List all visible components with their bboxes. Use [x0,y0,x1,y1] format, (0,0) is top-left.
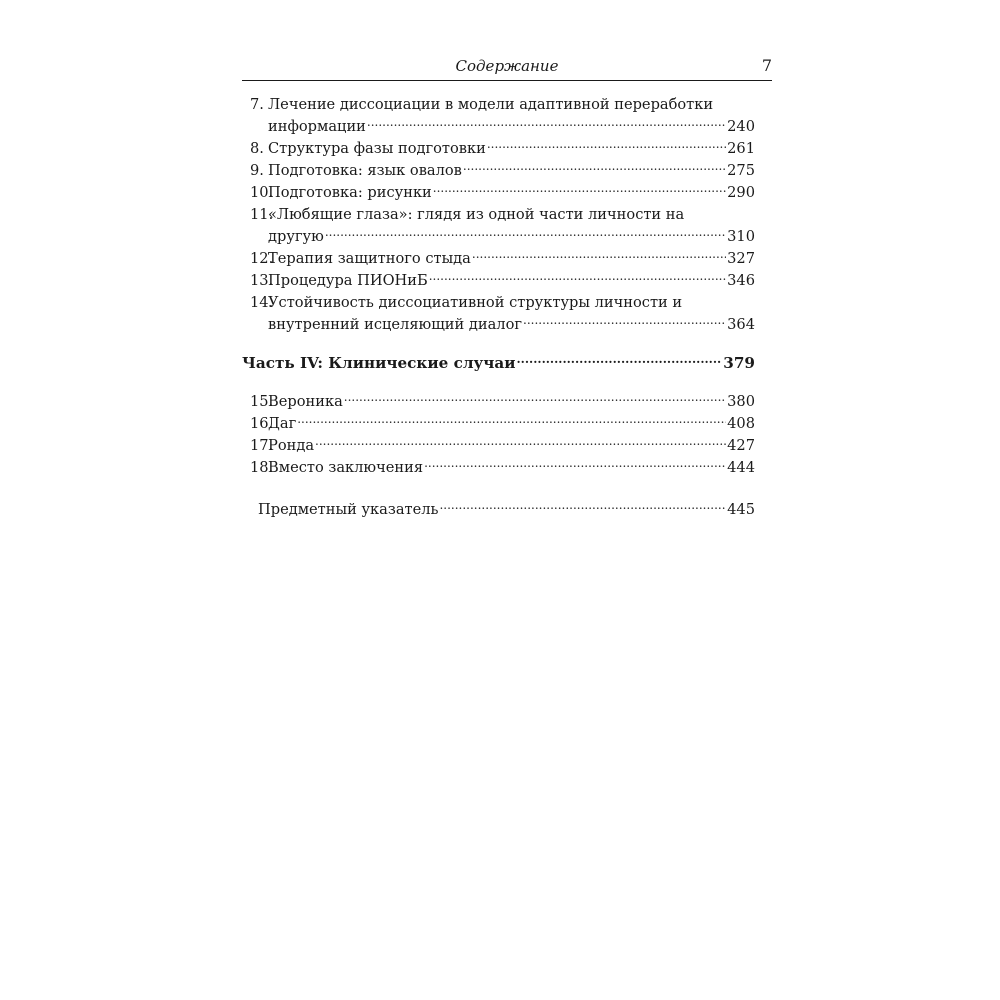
toc-entry[interactable] [242,270,755,292]
leader-dots [325,226,726,241]
toc-index-entry[interactable] [242,499,755,521]
toc-entry-number: 11. [250,206,274,223]
toc-entry-title: Вместо заключения [268,459,424,476]
leader-dots [424,457,726,472]
toc-entry-page: 364 [727,316,755,333]
toc-entry-title-line2: информации [268,118,366,135]
toc-entry-page: 408 [727,415,755,432]
toc-entry-number: 13. [250,272,274,289]
leader-dots [517,353,723,368]
toc-entry-title: Ронда [268,437,315,454]
toc-entry-title-line1: Лечение диссоциации в модели адаптивной переработки [268,96,714,113]
toc-part-page: 379 [723,354,755,372]
leader-dots [523,314,726,329]
leader-dots [439,499,726,514]
toc-entry-number: 8. [250,140,264,157]
toc-entry-page: 380 [727,393,755,410]
toc-entry-number: 14. [250,294,274,311]
toc-entry-title-line1: «Любящие глаза»: глядя из одной части личности на [268,206,685,223]
toc-entry-number: 7. [250,96,264,113]
leader-dots [487,138,726,153]
toc-entry-title-line2: другую [268,228,324,245]
toc-entry[interactable] [242,391,755,413]
toc-entry-number: 9. [250,162,264,179]
toc-entry-page: 346 [727,272,755,289]
leader-dots [429,270,726,285]
toc-entry[interactable] [242,160,755,182]
toc-entry-title: Терапия защитного стыда [268,250,471,267]
leader-dots [472,248,726,263]
toc-entry[interactable] [242,292,755,336]
toc-entry-title: Подготовка: рисунки [268,184,432,201]
toc-entry-page: 275 [727,162,755,179]
toc-entry-page: 290 [727,184,755,201]
leader-dots [297,413,726,428]
toc-part-title: Часть IV: Клинические случаи [242,354,516,372]
table-of-contents [242,94,755,521]
toc-entry[interactable] [242,413,755,435]
toc-entry[interactable] [242,435,755,457]
leader-dots [433,182,726,197]
leader-dots [463,160,726,175]
toc-entry-title: Вероника [268,393,343,410]
toc-entry-number: 18. [250,459,274,476]
toc-entry-number: 15. [250,393,274,410]
toc-entry[interactable] [242,204,755,248]
spacer [242,479,755,499]
toc-entry-page: 310 [727,228,755,245]
toc-entry-title: Структура фазы подготовки [268,140,486,157]
toc-entry-page: 261 [727,140,755,157]
toc-entry-number: 16. [250,415,274,432]
running-head-title: Содержание [455,57,559,75]
toc-entry-page: 444 [727,459,755,476]
leader-dots [367,116,726,131]
toc-entry-title-line1: Устойчивость диссоциативной структуры личности и [268,294,683,311]
toc-entry[interactable] [242,248,755,270]
toc-index-title: Предметный указатель [258,501,439,518]
toc-entry[interactable] [242,182,755,204]
toc-entry-title: Даг [268,415,297,432]
toc-entry-page: 240 [727,118,755,135]
toc-entry-title-line2: внутренний исцеляющий диалог [268,316,523,333]
toc-entry-number: 10. [250,184,274,201]
leader-dots [344,391,726,406]
toc-entry-page: 327 [727,250,755,267]
toc-entry-title: Подготовка: язык овалов [268,162,462,179]
toc-entry-title: Процедура ПИОНиБ [268,272,428,289]
toc-entry[interactable] [242,138,755,160]
toc-entry[interactable] [242,94,755,138]
toc-entry-number: 17. [250,437,274,454]
toc-part-heading[interactable] [242,352,755,374]
running-head [242,56,772,81]
toc-entry[interactable] [242,457,755,479]
toc-index-page: 445 [727,501,755,518]
running-head-page-number: 7 [761,56,772,75]
toc-entry-number: 12. [250,250,274,267]
leader-dots [315,435,726,450]
toc-entry-page: 427 [727,437,755,454]
